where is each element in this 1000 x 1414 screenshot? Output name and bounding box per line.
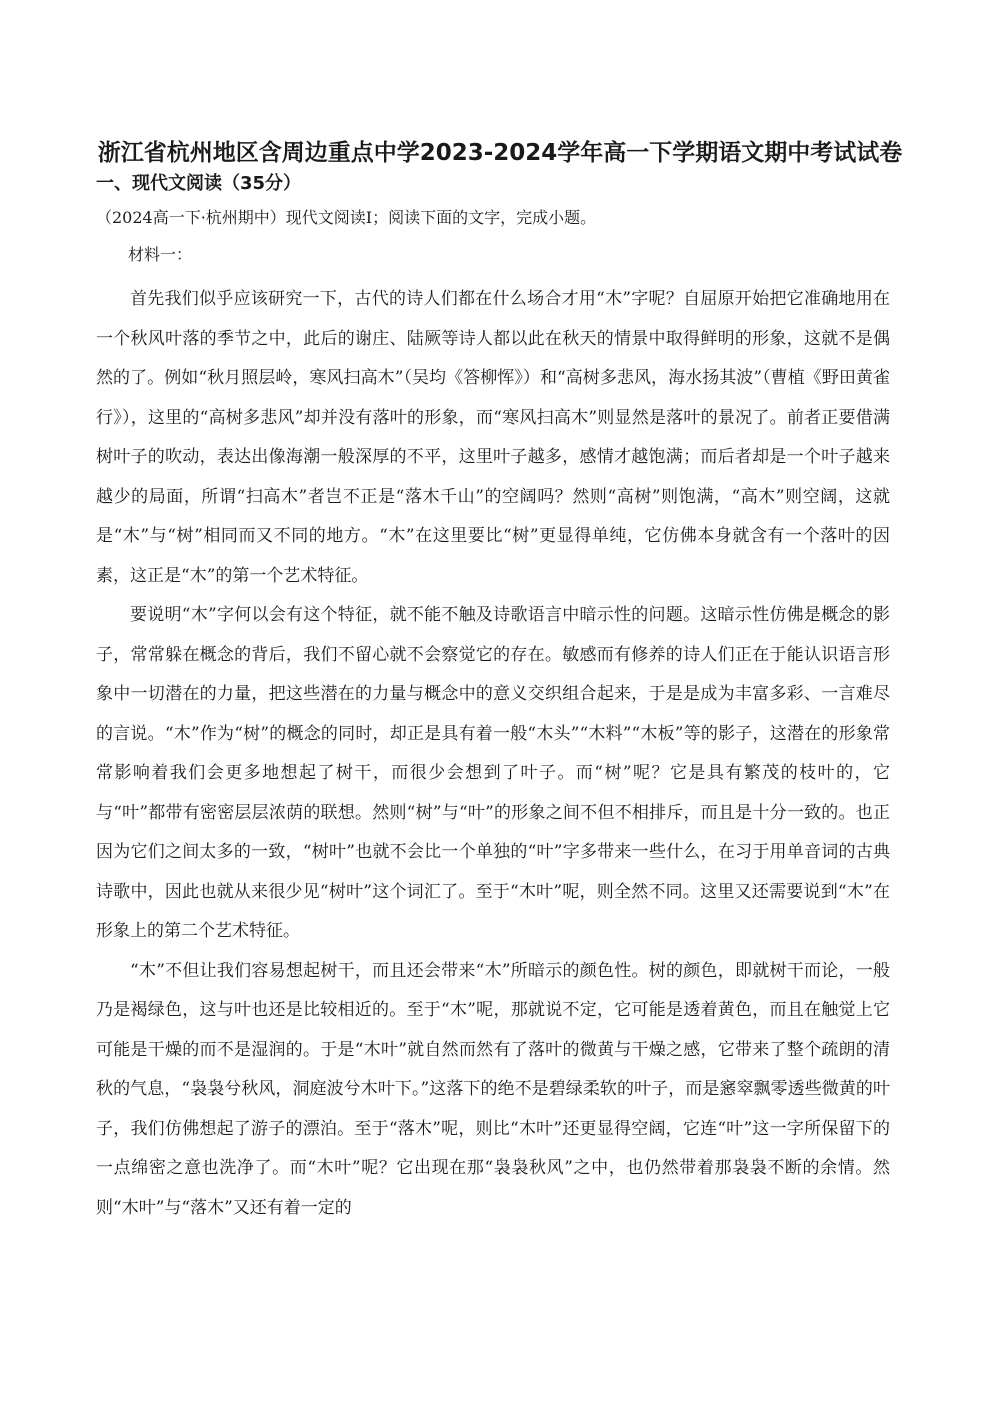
reading-passage <box>96 280 890 1228</box>
passage-paragraph-3: “木”不但让我们容易想起树干，而且还会带来“木”所暗示的颜色性。树的颜色，即就树干而论，一般乃是褐绿色，这与叶也还是比较相近的。至于“木”呢，那就说不定，它可能是透着黄色，而且在触觉上它可能是干燥的而不是湿润的。于是“木叶”就自然而然有了落叶的微黄与干燥之感，它带来了整个疏朗的清秋的气息，“袅袅兮秋风，洞庭波兮木叶下。”这落下的绝不是碧绿柔软的叶子，而是窸窣飘零透些微黄的叶子，我们仿佛想起了游子的漂泊。至于“落木”呢，则比“木叶”还更显得空阔，它连“叶”这一字所保留下的一点绵密之意也洗净了。而“木叶”呢？它出现在那“袅袅秋风”之中，也仍然带着那袅袅不断的余情。然则“木叶”与“落木”又还有着一定的 <box>96 960 890 1218</box>
section-heading: 一、现代文阅读（35分） <box>96 173 302 194</box>
exam-title: 浙江省杭州地区含周边重点中学2023-2024学年高一下学期语文期中考试试卷 <box>97 140 903 166</box>
passage-paragraph-1: 首先我们似乎应该研究一下，古代的诗人们都在什么场合才用“木”字呢？自屈原开始把它准确地用在一个秋风叶落的季节之中，此后的谢庄、陆厥等诗人都以此在秋天的情景中取得鲜明的形象，这就不是偶然的了。例如“秋月照层岭，寒风扫高木”（吴均《答柳恽》）和“高树多悲风，海水扬其波”（曹植《野田黄雀行》），这里的“高树多悲风”却并没有落叶的形象，而“寒风扫高木”则显然是落叶的景况了。前者正要借满树叶子的吹动，表达出像海潮一般深厚的不平，这里叶子越多，感情才越饱满；而后者却是一个叶子越来越少的局面，所谓“扫高木”者岂不正是“落木千山”的空阔吗？然则“高树”则饱满，“高木”则空阔，这就是“木”与“树”相同而又不同的地方。“木”在这里要比“树”更显得单纯，它仿佛本身就含有一个落叶的因素，这正是“木”的第一个艺术特征。 <box>96 289 890 586</box>
material-label: 材料一： <box>128 245 193 264</box>
question-source-line: （2024高一下·杭州期中）现代文阅读Ⅰ；阅读下面的文字，完成小题。 <box>96 208 597 227</box>
passage-paragraph-2: 要说明“木”字何以会有这个特征，就不能不触及诗歌语言中暗示性的问题。这暗示性仿佛是概念的影子，常常躲在概念的背后，我们不留心就不会察觉它的存在。敏感而有修养的诗人们正在于能认识语言形象中一切潜在的力量，把这些潜在的力量与概念中的意义交织组合起来，于是是成为丰富多彩、一言难尽的言说。“木”作为“树”的概念的同时，却正是具有着一般“木头”“木料”“木板”等的影子，这潜在的形象常常影响着我们会更多地想起了树干，而很少会想到了叶子。而“树”呢？它是具有繁茂的枝叶的，它与“叶”都带有密密层层浓荫的联想。然则“树”与“叶”的形象之间不但不相排斥，而且是十分一致的。也正因为它们之间太多的一致，“树叶”也就不会比一个单独的“叶”字多带来一些什么，在习于用单音词的古典诗歌中，因此也就从来很少见“树叶”这个词汇了。至于“木叶”呢，则全然不同。这里又还需要说到“木”在形象上的第二个艺术特征。 <box>96 605 890 941</box>
